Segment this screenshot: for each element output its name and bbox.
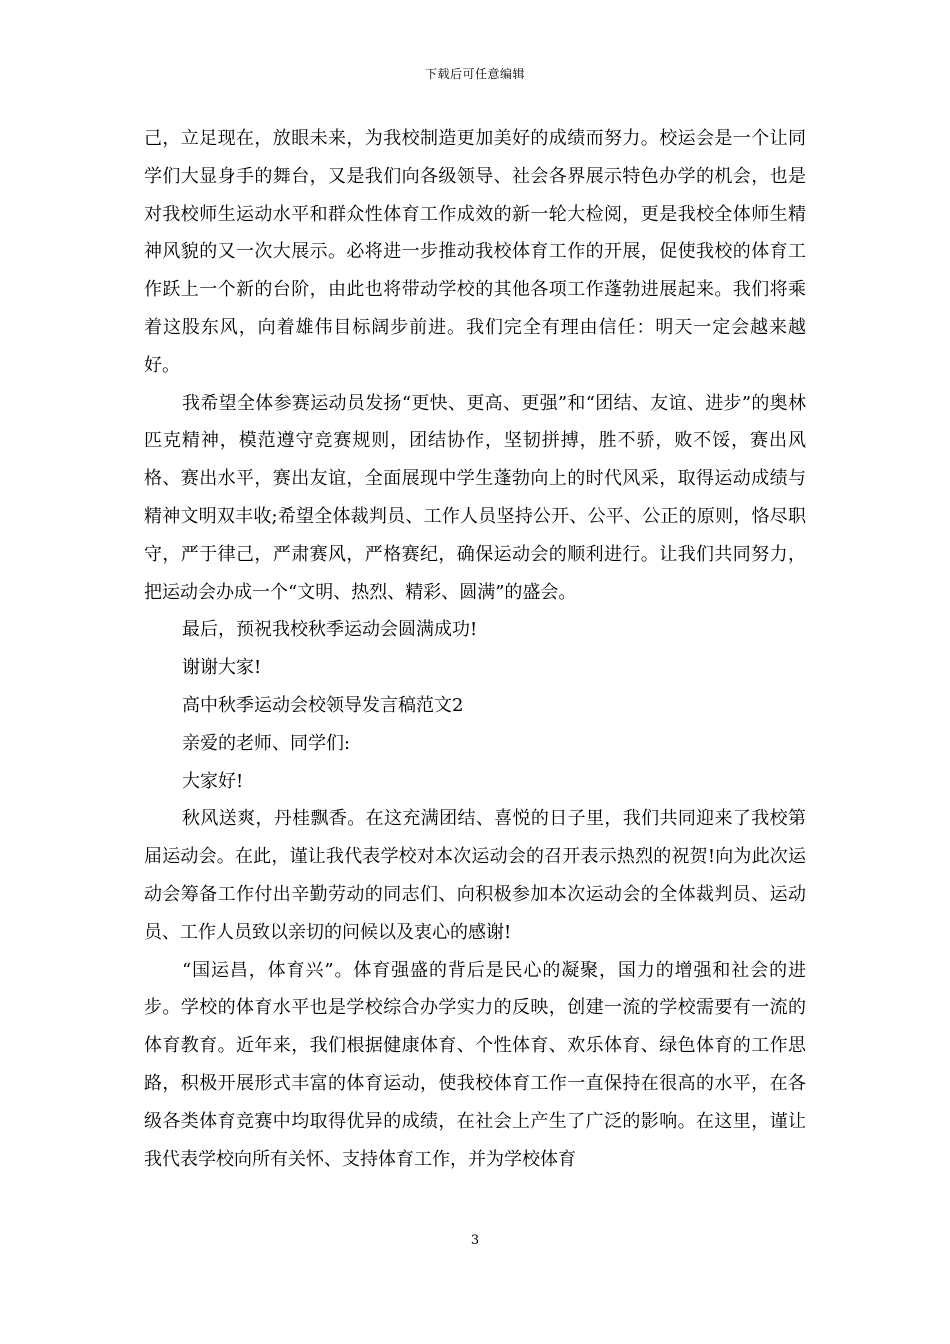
greeting: 大家好! — [182, 770, 244, 792]
paragraph-6: “国运昌，体育兴”。体育强盛的背后是民心的凝聚，国力的增强和社会的进步。学校的体育水平也是学校综合办学实力的反映，创建一流的学校需要有一流的体育教育。近年来，我们根据健康体育、个性体育、欢乐体育、绿色体育的工作思路，积极开展形式丰富的体育运动，使我校体育工作一直保持在很高的水平，在各级各类体育竞赛中均取得优异的成绩，在社会上产生了广泛的影响。在这里，谨让我代表学校向所有关怀、支持体育工作，并为学校体育 — [144, 959, 806, 1170]
document-body — [144, 120, 806, 1178]
paragraph-4: 谢谢大家! — [182, 657, 262, 679]
paragraph-5: 秋风送爽，丹桂飘香。在这充满团结、喜悦的日子里，我们共同迎来了我校第届运动会。在此，谨让我代表学校对本次运动会的召开表示热烈的祝贺!向为此次运动会筹备工作付出辛勤劳动的同志们、向积极参加本次运动会的全体裁判员、运动员、工作人员致以亲切的问候以及衷心的感谢! — [144, 808, 806, 943]
page-number: 3 — [470, 1233, 480, 1248]
paragraph-1: 己，立足现在，放眼未来，为我校制造更加美好的成绩而努力。校运会是一个让同学们大显身手的舞台，又是我们向各级领导、社会各界展示特色办学的机会，也是对我校师生运动水平和群众性体育工作成效的新一轮大检阅，更是我校全体师生精神风貌的又一次大展示。必将进一步推动我校体育工作的开展，促使我校的体育工作跃上一个新的台阶，由此也将带动学校的其他各项工作蓬勃进展起来。我们将乘着这股东风，向着雄伟目标阔步前进。我们完全有理由信任：明天一定会越来越好。 — [144, 128, 806, 376]
page-header: 下载后可任意编辑 — [424, 67, 525, 81]
paragraph-2: 我希望全体参赛运动员发扬“更快、更高、更强”和“团结、友谊、进步”的奥林匹克精神，模范遵守竞赛规则，团结协作，坚韧拼搏，胜不骄，败不馁，赛出风格、赛出水平，赛出友谊，全面展现中学生蓬勃向上的时代风采，取得运动成绩与精神文明双丰收;希望全体裁判员、工作人员坚持公开、公平、公正的原则，恪尽职守，严于律己，严肃赛风，严格赛纪，确保运动会的顺利进行。让我们共同努力，把运动会办成一个“文明、热烈、精彩、圆满”的盛会。 — [144, 392, 806, 603]
section-heading: 高中秋季运动会校领导发言稿范文2 — [182, 694, 464, 716]
paragraph-3: 最后，预祝我校秋季运动会圆满成功! — [182, 619, 478, 641]
salutation: 亲爱的老师、同学们: — [182, 732, 351, 754]
